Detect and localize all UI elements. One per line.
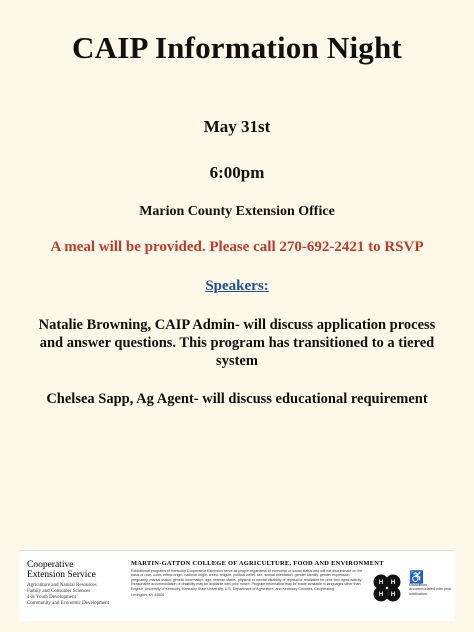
college-block <box>131 560 384 598</box>
city-text: Lexington, KY 40506 <box>131 593 165 598</box>
coop-program-item: 4-H Youth Development <box>27 595 77 600</box>
coop-program-item: Agriculture and Natural Resources <box>27 583 97 588</box>
speaker-item: Natalie Browning, CAIP Admin- will discuss application process and answer questions. This program has transitioned to a tiered system <box>38 317 436 369</box>
coop-extension-logo <box>27 560 127 607</box>
college-name: MARTIN-GATTON COLLEGE OF AGRICULTURE, FOOD AND ENVIRONMENT <box>131 560 384 567</box>
svg-text:H: H <box>378 592 384 598</box>
disclaimer-text: Educational programs of Kentucky Cooperative Extension serve all people regardless of economic or social status and will not discriminate on the basis of race, color, ethnic origin, national origin, creed, religion, political belief, sex, sexual orientation, gender identity, gender expression, pregnancy, marital status, genetic information, age, veteran status, physical or mental disability or reprisal or retaliation for prior civil rights activity. Reasonable accommodation of disability may be available with prior notice. Program information may be made available in languages other than English. University of Kentucky, Kentucky State University, U.S. Department of Agriculture, and Kentucky Counties, Cooperating. <box>131 569 363 591</box>
coop-programs <box>27 583 127 607</box>
accessibility-text: Disabilities accommodated with prior notification. <box>409 583 452 596</box>
page-title: CAIP Information Night <box>72 30 402 65</box>
four-h-clover-icon <box>370 571 404 605</box>
speakers-heading: Speakers: <box>205 278 269 294</box>
footer <box>19 550 455 621</box>
coop-name-line2: Extension Service <box>27 570 96 580</box>
wheelchair-icon: ♿ <box>409 570 424 584</box>
event-time: 6:00pm <box>209 163 265 182</box>
event-date: May 31st <box>203 117 271 136</box>
coop-name-line1: Cooperative <box>27 560 74 570</box>
svg-text:H: H <box>378 580 384 586</box>
svg-text:H: H <box>390 592 396 598</box>
svg-text:H: H <box>390 580 396 586</box>
event-location: Marion County Extension Office <box>139 204 335 219</box>
coop-program-item: Family and Consumer Sciences <box>27 589 91 594</box>
meal-notice: A meal will be provided. Please call 270-692-2421 to RSVP <box>50 239 424 255</box>
accessibility-block <box>409 571 453 596</box>
coop-program-item: Community and Economic Development <box>27 601 110 606</box>
speaker-item: Chelsea Sapp, Ag Agent- will discuss educational requirement <box>46 391 428 407</box>
